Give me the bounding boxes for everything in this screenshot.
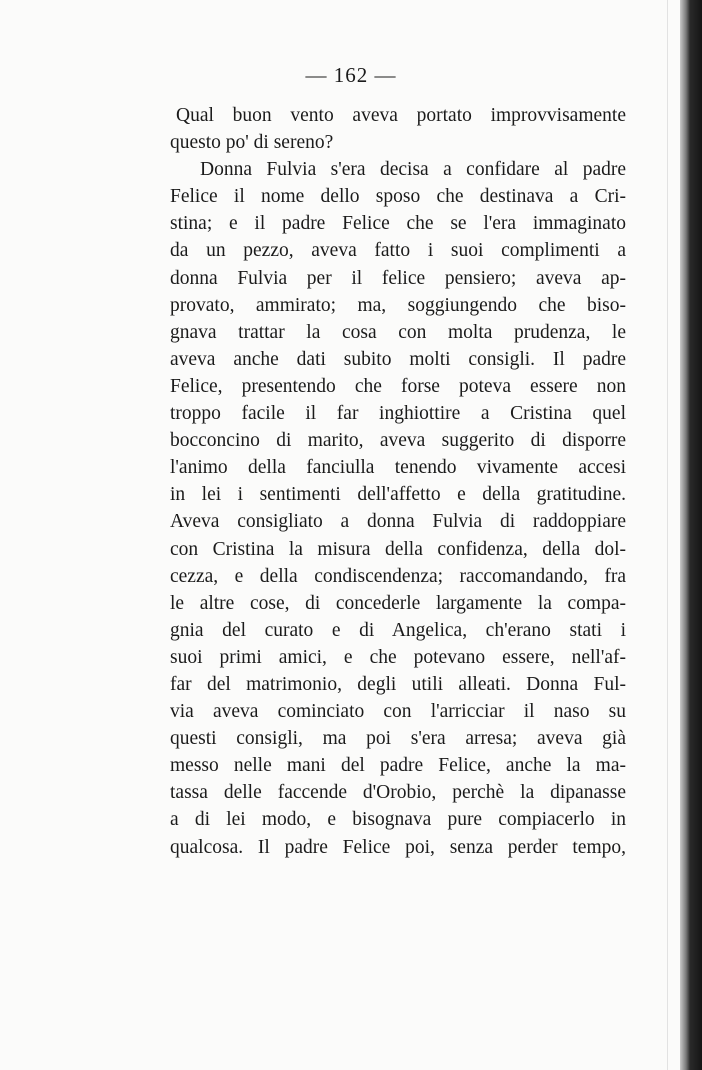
text-line: con Cristina la misura della confidenza, della dol- [170, 538, 626, 560]
text-line: questo po' di sereno? [170, 132, 334, 154]
text-line: questi consigli, ma poi s'era arresa; aveva già [170, 728, 626, 750]
text-line: troppo facile il far inghiottire a Cristina quel [170, 403, 626, 425]
text-line: l'animo della fanciulla tenendo vivamente accesi [170, 457, 626, 479]
text-line: Donna Fulvia s'era decisa a confidare al padre [200, 159, 626, 181]
text-line: aveva anche dati subito molti consigli. Il padre [170, 348, 626, 370]
page-number: — 162 — [305, 63, 397, 87]
text-line: da un pezzo, aveva fatto i suoi complimenti a [170, 240, 626, 262]
text-line: le altre cose, di concederle largamente la compa- [170, 592, 626, 614]
binding-edge [680, 0, 702, 1070]
text-line: qualcosa. Il padre Felice poi, senza perder tempo, [170, 836, 626, 858]
text-line: far del matrimonio, degli utili alleati. Donna Ful- [170, 673, 626, 695]
text-line: Qual buon vento aveva portato improvvisamente [176, 105, 626, 126]
text-line: bocconcino di marito, aveva suggerito di disporre [170, 430, 626, 452]
text-line: tassa delle faccende d'Orobio, perchè la dipanasse [170, 782, 626, 804]
text-line: suoi primi amici, e che potevano essere, nell'af- [170, 646, 626, 668]
text-line: in lei i sentimenti dell'affetto e della gratitudine. [170, 484, 626, 506]
text-line: a di lei modo, e bisognava pure compiacerlo in [170, 809, 626, 831]
page-fold-line [667, 0, 668, 1070]
text-line: gnia del curato e di Angelica, ch'erano stati i [170, 619, 626, 641]
text-line: cezza, e della condiscendenza; raccomandando, fra [170, 565, 626, 587]
text-line: messo nelle mani del padre Felice, anche la ma- [170, 755, 626, 777]
text-line: provato, ammirato; ma, soggiungendo che biso- [170, 294, 626, 316]
text-line: gnava trattar la cosa con molta prudenza, le [170, 321, 626, 343]
text-line: via aveva cominciato con l'arricciar il naso su [170, 701, 626, 723]
text-line: stina; e il padre Felice che se l'era immaginato [170, 213, 626, 235]
text-line: Aveva consigliato a donna Fulvia di raddoppiare [170, 511, 626, 533]
text-line: Felice il nome dello sposo che destinava a Cri- [170, 186, 626, 208]
text-line: donna Fulvia per il felice pensiero; aveva ap- [170, 267, 626, 289]
text-line: Felice, presentendo che forse poteva essere non [170, 375, 626, 397]
body-text [170, 102, 626, 861]
